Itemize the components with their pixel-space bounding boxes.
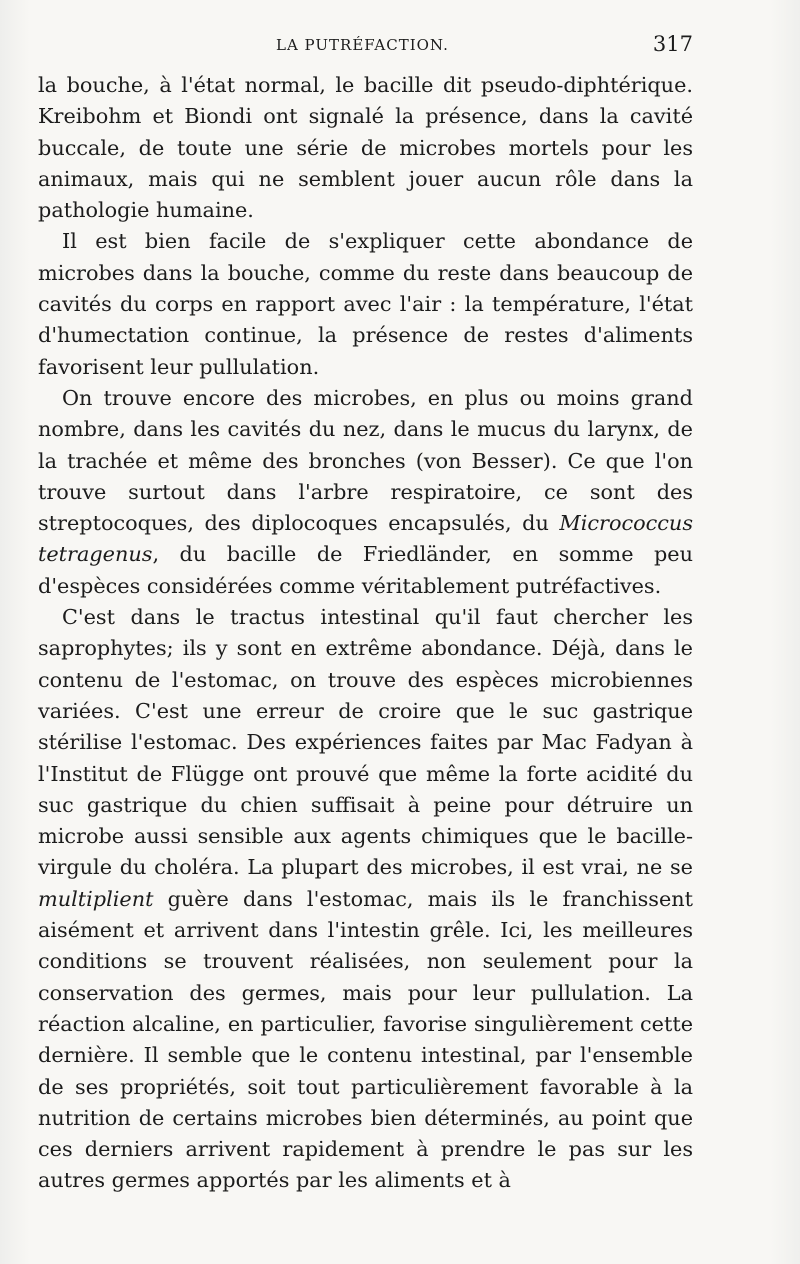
paragraph-text: C'est dans le tractus intestinal qu'il faut chercher les saprophytes; ils y sont en extrême abondance. Déjà, dans le contenu de l'estomac, on trouve des espèces microbiennes variées. C'est une erreur de croire que le suc gastrique stérilise l'estomac. Des expériences faites par Mac Fadyan à l'Institut de Flügge ont prouvé que même la forte acidité du suc gastrique du chien suffisait à peine pour détruire un microbe aussi sensible aux agents chimiques que le bacille-virgule du choléra. La plupart des microbes, il est vrai, ne se <box>38 605 693 880</box>
paragraph <box>38 383 693 602</box>
body-text <box>38 70 693 1197</box>
emphasis-italic: multiplient <box>38 886 154 911</box>
paragraph-text: Il est bien facile de s'expliquer cette abondance de microbes dans la bouche, comme du reste dans beaucoup de cavités du corps en rapport avec l'air : la température, l'état d'humectation continue, la présence de restes d'aliments favorisent leur pullulation. <box>38 229 693 379</box>
paragraph-text: , du bacille de Friedländer, en somme peu d'espèces considérées comme véritablement putréfactives. <box>38 542 693 598</box>
species-name-italic: Micrococcus tetragenus <box>38 511 693 567</box>
paragraph-continuation <box>38 70 693 226</box>
paragraph-text: la bouche, à l'état normal, le bacille dit pseudo-diphtérique. Kreibohm et Biondi ont signalé la présence, dans la cavité buccale, de toute une série de microbes mortels pour les animaux, mais qui ne semblent jouer aucun rôle dans la pathologie humaine. <box>38 73 693 223</box>
paragraph-text: On trouve encore des microbes, en plus ou moins grand nombre, dans les cavités du nez, dans le mucus du larynx, de la trachée et même des bronches (von Besser). Ce que l'on trouve surtout dans l'arbre respiratoire, ce sont des streptocoques, des diplocoques encapsulés, du <box>38 385 693 536</box>
paragraph-text: guère dans l'estomac, mais ils le franchissent aisément et arrivent dans l'intestin grêle. Ici, les meilleures conditions se trouvent réalisées, non seulement pour la conservation des germes, mais pour leur pullulation. La réaction alcaline, en particulier, favorise singulièrement cette dernière. Il semble que le contenu intestinal, par l'ensemble de ses propriétés, soit tout particulièrement favorable à la nutrition de certains microbes bien déterminés, au point que ces derniers arrivent rapidement à prendre le pas sur les autres germes apportés par les aliments et à <box>38 886 693 1193</box>
page-header <box>38 34 693 60</box>
running-title: LA PUTRÉFACTION. <box>276 36 449 54</box>
paragraph <box>38 602 693 1197</box>
page-number: 317 <box>652 32 693 56</box>
paragraph <box>38 226 693 382</box>
